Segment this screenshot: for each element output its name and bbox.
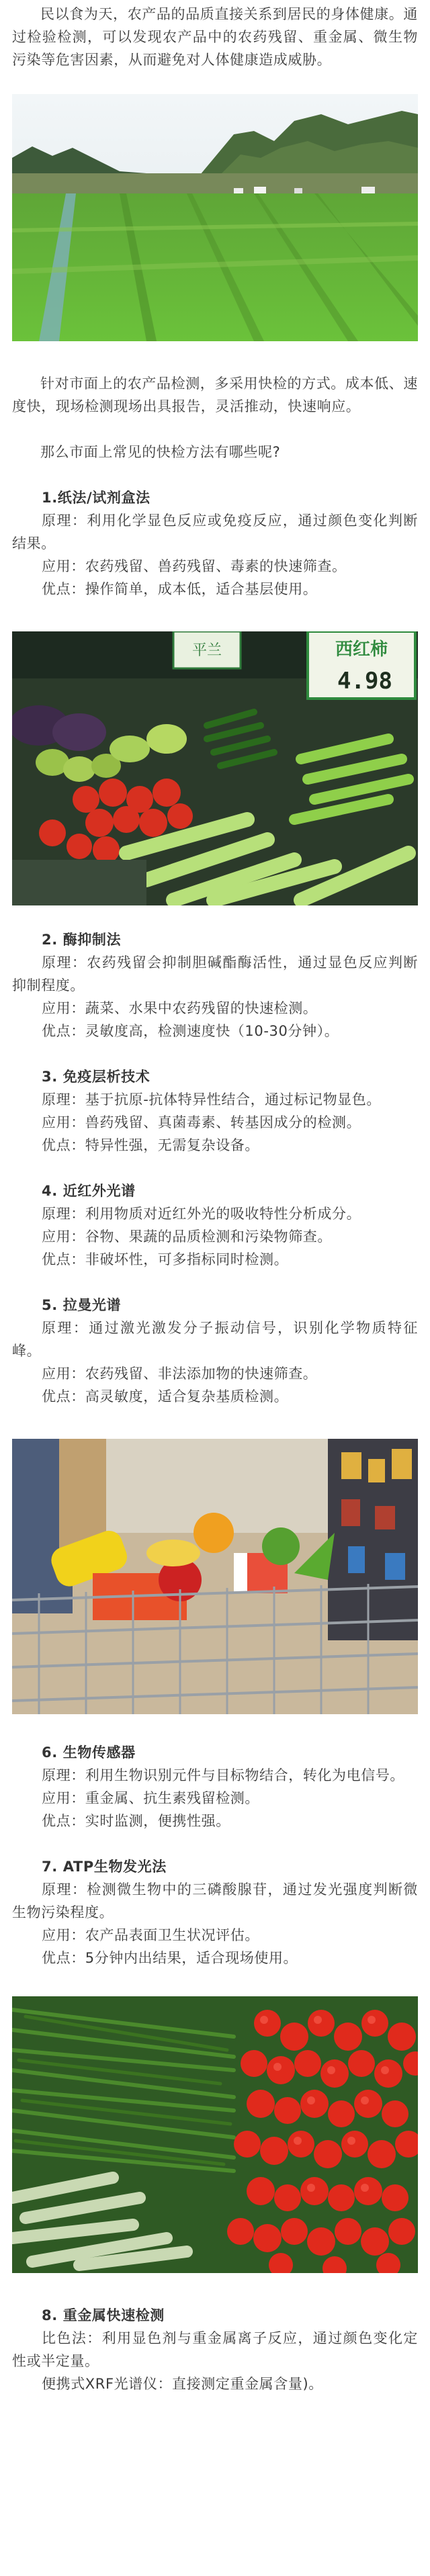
rice-field-photo: [12, 94, 418, 341]
method-4-principle: 原理：利用物质对近红外光的吸收特性分析成分。: [42, 1206, 361, 1222]
intro-paragraph-1: 民以食为天，农产品的品质直接关系到居民的身体健康。通过检验检测，可以发现农产品中的农药残留、重金属、微生物污染等危害因素，从而避免对人体健康造成威胁。: [12, 6, 418, 68]
method-7-principle: 原理：检测微生物中的三磷酸腺苷，通过发光强度判断微生物污染程度。: [12, 1881, 418, 1920]
method-4-application: 应用：谷物、果蔬的品质检测和污染物筛查。: [42, 1229, 332, 1245]
method-7-application: 应用：农产品表面卫生状况评估。: [42, 1927, 259, 1943]
method-3-application: 应用：兽药残留、真菌毒素、转基因成分的检测。: [42, 1114, 361, 1130]
method-2-title: 2. 酶抑制法: [42, 932, 122, 948]
method-2-principle: 原理：农药残留会抑制胆碱酯酶活性，通过显色反应判断抑制程度。: [12, 954, 418, 993]
method-7-title: 7. ATP生物发光法: [42, 1859, 167, 1875]
price-sign-2-price: 4.98: [337, 668, 392, 695]
method-6-application: 应用：重金属、抗生素残留检测。: [42, 1790, 259, 1806]
method-6-title: 6. 生物传感器: [42, 1744, 136, 1761]
method-2-advantage: 优点：灵敏度高，检测速度快（10-30分钟）。: [42, 1023, 339, 1039]
method-3-title: 3. 免疫层析技术: [42, 1069, 150, 1085]
method-8-title: 8. 重金属快速检测: [42, 2307, 165, 2323]
method-6-principle: 原理：利用生物识别元件与目标物结合，转化为电信号。: [42, 1767, 404, 1783]
method-5-application: 应用：农药残留、非法添加物的快速筛查。: [42, 1366, 318, 1382]
intro-paragraph-2: 针对市面上的农产品检测，多采用快检的方式。成本低、速度快，现场检测现场出具报告，灵活推动，快速响应。: [12, 375, 418, 414]
method-5-principle: 原理：通过激光激发分子振动信号，识别化学物质特征峰。: [12, 1320, 418, 1359]
method-6-advantage: 优点：实时监测，便携性强。: [42, 1813, 230, 1829]
method-8-colorimetry: 比色法：利用显色剂与重金属离子反应，通过颜色变化定性或半定量。: [12, 2330, 418, 2369]
method-7-advantage: 优点：5分钟内出结果，适合现场使用。: [42, 1950, 298, 1966]
method-1-title: 1.纸法/试剂盒法: [42, 490, 150, 506]
method-1-advantage: 优点：操作简单，成本低，适合基层使用。: [42, 581, 318, 597]
market-vegetables-photo: [12, 631, 418, 905]
method-1-application: 应用：农药残留、兽药残留、毒素的快速筛查。: [42, 558, 347, 574]
method-3-advantage: 优点：特异性强，无需复杂设备。: [42, 1137, 259, 1153]
method-4-advantage: 优点：非破坏性，可多指标同时检测。: [42, 1251, 289, 1268]
method-3-principle: 原理：基于抗原-抗体特异性结合，通过标记物显色。: [42, 1092, 381, 1108]
intro-paragraph-3: 那么市面上常见的快检方法有哪些呢?: [40, 444, 281, 460]
method-8-xrf: 便携式XRF光谱仪：直接测定重金属含量)。: [42, 2376, 323, 2392]
beans-tomatoes-photo: [12, 1996, 418, 2273]
method-1-principle: 原理：利用化学显色反应或免疫反应，通过颜色变化判断结果。: [12, 513, 418, 551]
method-5-title: 5. 拉曼光谱: [42, 1297, 122, 1313]
price-sign-1-label: 平兰: [191, 642, 222, 659]
method-5-advantage: 优点：高灵敏度，适合复杂基质检测。: [42, 1388, 289, 1405]
price-sign-2-label: 西红柿: [335, 639, 388, 660]
method-4-title: 4. 近红外光谱: [42, 1183, 136, 1199]
shopping-cart-photo: [12, 1439, 418, 1714]
method-2-application: 应用：蔬菜、水果中农药残留的快速检测。: [42, 1000, 318, 1016]
